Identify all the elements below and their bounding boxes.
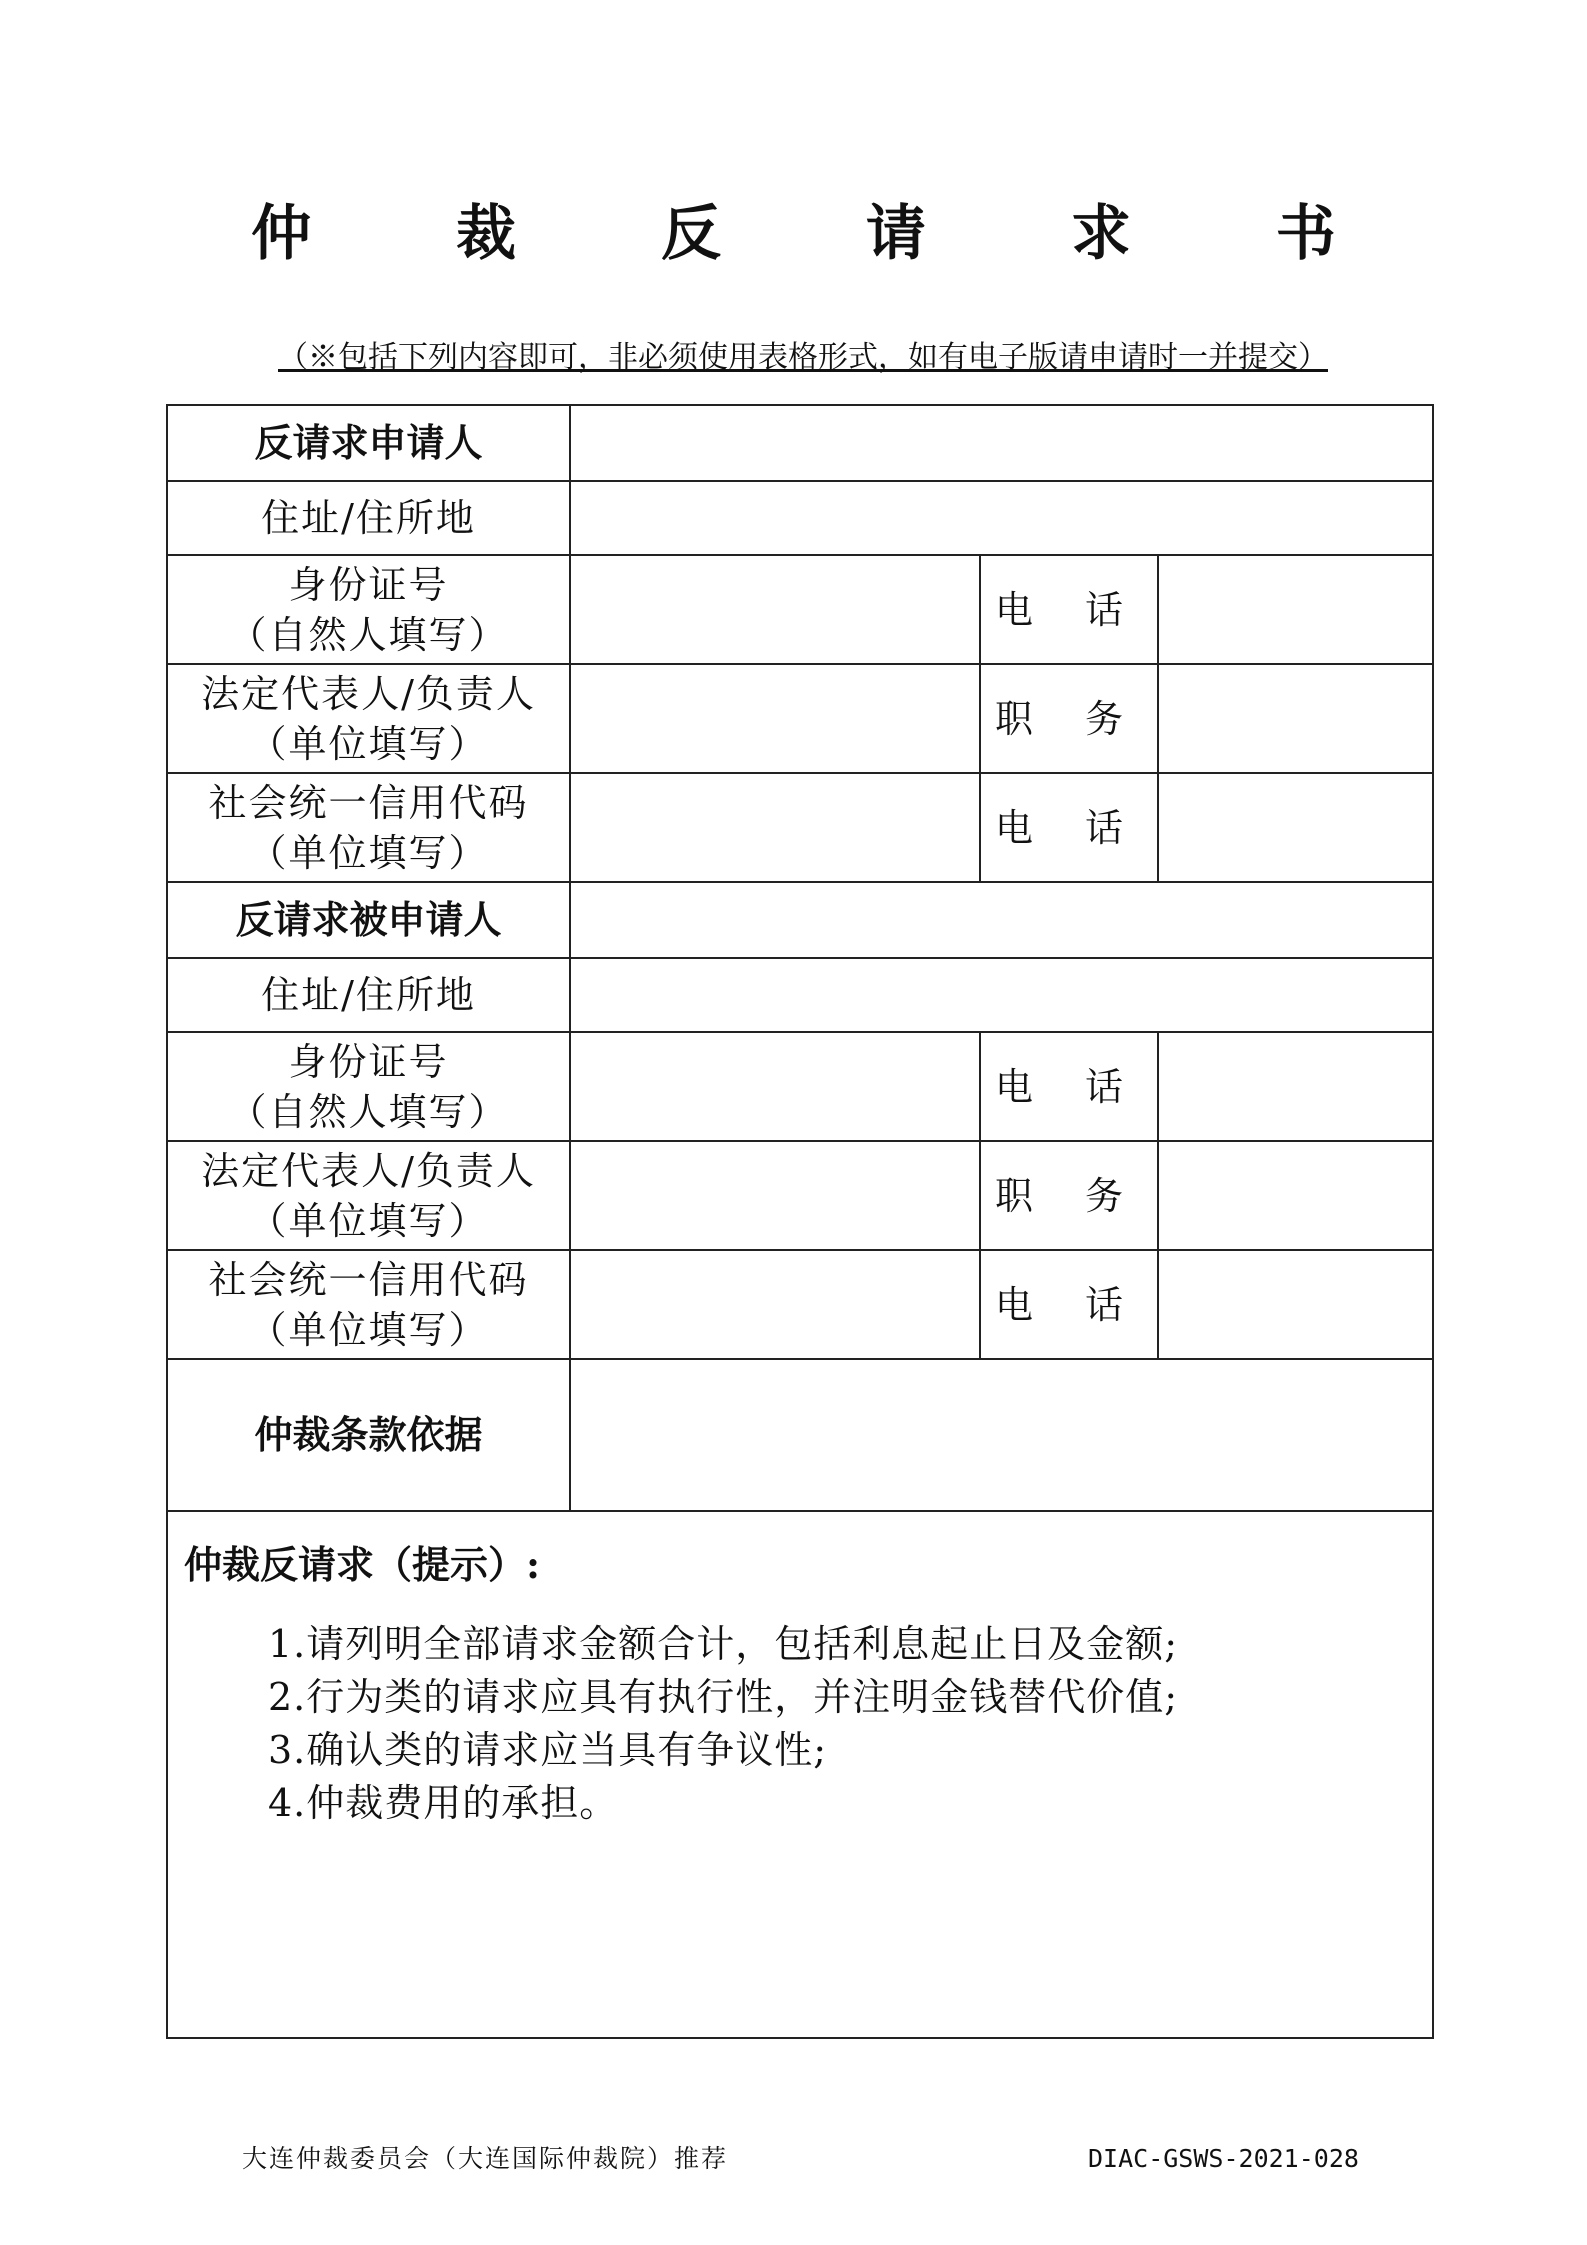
counterclaim-hint-item: 3.确认类的请求应当具有争议性; [268,1728,828,1772]
counterclaim-hint-item: 1.请列明全部请求金额合计，包括利息起止日及金额; [268,1622,1179,1666]
claimant-id-note: （自然人填写） [228,612,509,657]
claimant-phone-label-2: 电 话 [980,773,1158,882]
footer-document-code: DIAC-GSWS-2021-028 [1088,2144,1359,2173]
claimant-position-label: 职 务 [980,664,1158,773]
claimant-id-field[interactable] [570,555,980,664]
respondent-phone-field[interactable] [1158,1032,1433,1141]
respondent-id-label: 身份证号 [288,1039,449,1084]
respondent-position-label: 职 务 [980,1141,1158,1250]
respondent-name-field[interactable] [570,882,1433,958]
respondent-id-label-cell [167,1032,570,1141]
counterclaim-hint-item: 2.行为类的请求应具有执行性，并注明金钱替代价值; [268,1675,1179,1719]
respondent-position-field[interactable] [1158,1141,1433,1250]
claimant-credit-label: 社会统一信用代码 [208,780,529,825]
claimant-id-label-cell [167,555,570,664]
claimant-name-field[interactable] [570,405,1433,481]
respondent-phone-label: 电 话 [980,1032,1158,1141]
respondent-id-field[interactable] [570,1032,980,1141]
respondent-rep-label-cell [167,1141,570,1250]
claimant-credit-field[interactable] [570,773,980,882]
counterclaim-hint-item: 4.仲裁费用的承担。 [268,1781,619,1825]
claimant-phone-label: 电 话 [980,555,1158,664]
respondent-id-note: （自然人填写） [228,1089,509,1134]
claimant-rep-label-cell [167,664,570,773]
respondent-address-label: 住址/住所地 [167,958,570,1032]
respondent-address-field[interactable] [570,958,1433,1032]
respondent-credit-label: 社会统一信用代码 [208,1257,529,1302]
claimant-rep-label: 法定代表人/负责人 [201,671,536,716]
footer-recommender: 大连仲裁委员会（大连国际仲裁院）推荐 [242,2144,729,2173]
respondent-credit-note: （单位填写） [248,1307,489,1352]
arbitration-clause-field[interactable] [570,1359,1433,1511]
claimant-id-label: 身份证号 [288,562,449,607]
respondent-rep-note: （单位填写） [248,1198,489,1243]
document-title: 仲 裁 反 请 求 书 [251,199,1398,269]
claimant-rep-note: （单位填写） [248,721,489,766]
counterclaim-section[interactable] [167,1511,1433,2038]
claimant-address-label: 住址/住所地 [167,481,570,555]
respondent-credit-field[interactable] [570,1250,980,1359]
arbitration-clause-label: 仲裁条款依据 [167,1359,570,1511]
claimant-phone-field[interactable] [1158,555,1433,664]
claimant-address-field[interactable] [570,481,1433,555]
counterclaim-heading: 仲裁反请求（提示）: [184,1542,541,1587]
claimant-credit-note: （单位填写） [248,830,489,875]
claimant-position-field[interactable] [1158,664,1433,773]
claimant-phone-field-2[interactable] [1158,773,1433,882]
respondent-heading: 反请求被申请人 [167,882,570,958]
counterclaim-hint-list [168,1618,1432,1830]
respondent-phone-field-2[interactable] [1158,1250,1433,1359]
respondent-phone-label-2: 电 话 [980,1250,1158,1359]
claimant-heading: 反请求申请人 [167,405,570,481]
respondent-credit-label-cell [167,1250,570,1359]
claimant-credit-label-cell [167,773,570,882]
arbitration-form-table [166,404,1434,2039]
respondent-rep-field[interactable] [570,1141,980,1250]
respondent-rep-label: 法定代表人/负责人 [201,1148,536,1193]
claimant-rep-field[interactable] [570,664,980,773]
document-subtitle: （※包括下列内容即可，非必须使用表格形式，如有电子版请申请时一并提交） [278,340,1328,375]
